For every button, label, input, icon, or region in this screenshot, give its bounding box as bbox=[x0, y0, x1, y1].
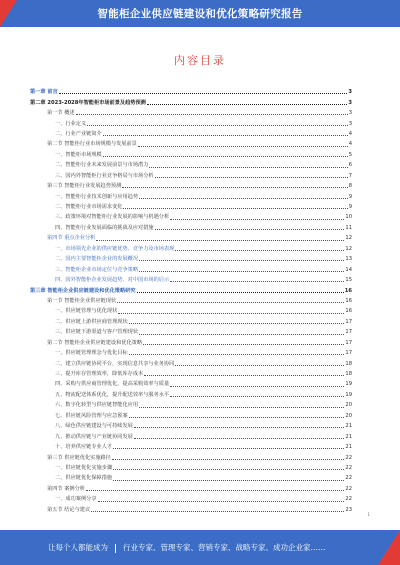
page-number: 1 bbox=[367, 512, 370, 517]
toc-subsection-entry[interactable] bbox=[30, 346, 352, 356]
toc-entry-page: 16 bbox=[345, 297, 352, 304]
toc-leader-dots bbox=[96, 240, 344, 241]
toc-entry-page: 6 bbox=[348, 162, 352, 169]
toc-leader-dots bbox=[87, 125, 348, 126]
toc-subsection-entry[interactable] bbox=[30, 492, 352, 502]
toc-subsection-entry[interactable] bbox=[30, 210, 352, 220]
toc-entry-page: 22 bbox=[345, 464, 352, 471]
toc-subsection-entry[interactable] bbox=[30, 409, 352, 419]
toc-section-entry[interactable] bbox=[30, 179, 352, 189]
toc-leader-dots bbox=[147, 104, 348, 105]
toc-entry-label: 第一节 智能柜企业供应链现状 bbox=[47, 297, 117, 304]
toc-entry-page: 13 bbox=[345, 256, 352, 263]
toc-entry-label: 一、供应链管理与优化现状 bbox=[55, 308, 118, 315]
toc-subsection-entry[interactable] bbox=[30, 315, 352, 325]
toc-entry-page: 17 bbox=[345, 329, 352, 336]
toc-leader-dots bbox=[134, 438, 345, 439]
toc-entry-page: 4 bbox=[348, 141, 352, 148]
toc-entry-page: 5 bbox=[348, 151, 352, 158]
toc-entry-page: 22 bbox=[345, 454, 352, 461]
toc-leader-dots bbox=[113, 448, 344, 449]
toc-leader-dots bbox=[113, 469, 344, 470]
toc-entry-page: 18 bbox=[345, 360, 352, 367]
toc-subsection-entry[interactable] bbox=[30, 148, 352, 158]
toc-leader-dots bbox=[138, 146, 348, 147]
toc-entry-label: 二、国内主要智能柜企业的发展概况 bbox=[55, 256, 139, 263]
toc-entry-label: 三、供应链下游渠道与客户管理现状 bbox=[55, 329, 139, 336]
toc-entry-label: 一、成功案例分享 bbox=[55, 496, 97, 503]
toc-heading: 内容目录 bbox=[174, 54, 226, 67]
toc-section-entry[interactable] bbox=[30, 137, 352, 147]
footer-red-corner bbox=[378, 530, 400, 565]
toc-leader-dots bbox=[170, 281, 344, 282]
footer-text bbox=[48, 542, 326, 553]
toc-entry-label: 二、建立供应链协同平台，实现信息共享与业务协同 bbox=[55, 360, 175, 367]
toc-entry-label: 四、智能柜行业发展面临的挑战及应对措施 bbox=[55, 224, 154, 231]
toc-entry-label: 第四节 重点企业分析 bbox=[47, 235, 96, 242]
toc-entry-page: 9 bbox=[348, 204, 352, 211]
toc-subsection-entry[interactable] bbox=[30, 367, 352, 377]
toc-subsection-entry[interactable] bbox=[30, 273, 352, 283]
toc-entry-label: 第二节 智能柜企业供应链建设和优化策略 bbox=[47, 339, 143, 346]
toc-entry-page: 3 bbox=[348, 99, 352, 106]
toc-chapter-entry[interactable] bbox=[30, 85, 352, 95]
toc-entry-label: 第五节 结论与建议 bbox=[47, 506, 91, 513]
toc-subsection-entry[interactable] bbox=[30, 398, 352, 408]
toc-entry-page: 21 bbox=[345, 423, 352, 430]
toc-entry-label: 六、数字化转型与供应链智能化应用 bbox=[55, 402, 139, 409]
toc-entry-page: 20 bbox=[345, 412, 352, 419]
toc-entry-page: 19 bbox=[345, 391, 352, 398]
toc-entry-label: 九、推动供应链与产业链协同发展 bbox=[55, 433, 133, 440]
toc-section-entry[interactable] bbox=[30, 503, 352, 513]
footer-tags: 行业专家、管理专家、营销专家、战略专家、成功企业家…… bbox=[123, 543, 326, 552]
toc-leader-dots bbox=[139, 260, 344, 261]
toc-leader-dots bbox=[91, 511, 344, 512]
toc-leader-dots bbox=[149, 167, 347, 168]
toc-entry-page: 3 bbox=[348, 110, 352, 117]
toc-leader-dots bbox=[170, 396, 344, 397]
toc-leader-dots bbox=[175, 250, 344, 251]
toc-entry-page: 17 bbox=[345, 339, 352, 346]
toc-entry-page: 3 bbox=[348, 120, 352, 127]
toc-entry-page: 20 bbox=[345, 402, 352, 409]
toc-entry-label: 十、培养供应链专业人才 bbox=[55, 444, 113, 451]
toc-subsection-entry[interactable] bbox=[30, 471, 352, 481]
toc-entry-page: 16 bbox=[344, 287, 352, 294]
toc-entry-page: 3 bbox=[348, 89, 352, 96]
toc-entry-label: 第三章 智能柜企业供应链建设和优化策略研究 bbox=[30, 287, 136, 294]
toc-subsection-entry[interactable] bbox=[30, 116, 352, 126]
toc-leader-dots bbox=[113, 480, 344, 481]
toc-entry-label: 二、智能柜行业市场需求变化 bbox=[55, 204, 123, 211]
toc-entry-label: 第三节 智能柜行业发展趋势预测 bbox=[47, 183, 122, 190]
toc-subsection-entry[interactable] bbox=[30, 419, 352, 429]
toc-leader-dots bbox=[139, 271, 344, 272]
toc-subsection-entry[interactable] bbox=[30, 304, 352, 314]
toc-leader-dots bbox=[170, 219, 344, 220]
toc-entry-page: 12 bbox=[345, 245, 352, 252]
toc-entry-label: 三、智能柜企业市场定位与竞争策略 bbox=[55, 266, 139, 273]
toc-leader-dots bbox=[76, 114, 348, 115]
toc-entry-label: 第三节 供应链优化实施路径 bbox=[47, 454, 111, 461]
toc-section-entry[interactable] bbox=[30, 106, 352, 116]
toc-section-entry[interactable] bbox=[30, 336, 352, 346]
toc-leader-dots bbox=[139, 407, 344, 408]
toc-entry-label: 二、智能柜行业未来发展前景与市场潜力 bbox=[55, 162, 149, 169]
toc-subsection-entry[interactable] bbox=[30, 262, 352, 272]
toc-entry-page: 9 bbox=[348, 193, 352, 200]
toc-entry-label: 一、智能柜行业技术创新与应用趋势 bbox=[55, 193, 139, 200]
toc-entry-label: 四、国外智能柜企业发展趋势、对中国市场的启示 bbox=[55, 277, 170, 284]
toc-leader-dots bbox=[155, 229, 345, 230]
report-title: 智能柜企业供应链建设和优化策略研究报告 bbox=[97, 8, 303, 20]
toc-subsection-entry[interactable] bbox=[30, 388, 352, 398]
footer-slogan: 让每个人都能成为 bbox=[48, 543, 108, 552]
toc-entry-label: 第二节 智能柜行业市场规模与发展前景 bbox=[47, 141, 137, 148]
toc-subsection-entry[interactable] bbox=[30, 127, 352, 137]
toc-leader-dots bbox=[122, 187, 347, 188]
report-header bbox=[0, 0, 400, 27]
toc-leader-dots bbox=[139, 198, 348, 199]
toc-entry-page: 22 bbox=[345, 496, 352, 503]
toc-subsection-entry[interactable] bbox=[30, 242, 352, 252]
toc-entry-label: 三、提升库存管理效率，降低库存成本 bbox=[55, 371, 144, 378]
toc-entry-label: 一、市场领先企业的供应链优势、竞争力及市场表现 bbox=[55, 245, 175, 252]
toc-subsection-entry[interactable] bbox=[30, 325, 352, 335]
toc-entry-page: 4 bbox=[348, 130, 352, 137]
toc-entry-page: 17 bbox=[345, 350, 352, 357]
toc-entry-page: 22 bbox=[345, 485, 352, 492]
toc-subsection-entry[interactable] bbox=[30, 252, 352, 262]
toc-leader-dots bbox=[143, 344, 344, 345]
toc-entry-page: 10 bbox=[345, 214, 352, 221]
toc-entry-page: 21 bbox=[345, 433, 352, 440]
toc-entry-page: 23 bbox=[345, 506, 352, 513]
toc-subsection-entry[interactable] bbox=[30, 461, 352, 471]
toc-entry-label: 二、供应链优化保障措施 bbox=[55, 475, 113, 482]
toc-entry-page: 15 bbox=[345, 277, 352, 284]
toc-entry-label: 一、供应链优化实施步骤 bbox=[55, 464, 113, 471]
toc-subsection-entry[interactable] bbox=[30, 377, 352, 387]
toc-entry-page: 17 bbox=[345, 318, 352, 325]
toc-entry-page: 21 bbox=[345, 444, 352, 451]
toc-chapter-entry[interactable] bbox=[30, 283, 352, 293]
toc-leader-dots bbox=[129, 354, 345, 355]
toc-leader-dots bbox=[112, 459, 344, 460]
toc-entry-label: 二、行业产业链简介 bbox=[55, 130, 102, 137]
toc-chapter-entry[interactable] bbox=[30, 95, 352, 105]
toc-leader-dots bbox=[117, 302, 344, 303]
toc-leader-dots bbox=[175, 365, 344, 366]
toc-leader-dots bbox=[139, 334, 344, 335]
toc-entry-label: 一、行业定义 bbox=[55, 120, 87, 127]
toc-section-entry[interactable] bbox=[30, 482, 352, 492]
toc-leader-dots bbox=[129, 417, 345, 418]
toc-subsection-entry[interactable] bbox=[30, 356, 352, 366]
toc-leader-dots bbox=[103, 156, 348, 157]
toc-entry-label: 三、政策环境对智能柜行业发展的影响与机遇分析 bbox=[55, 214, 170, 221]
toc-subsection-entry[interactable] bbox=[30, 200, 352, 210]
toc-leader-dots bbox=[98, 501, 345, 502]
toc-entry-label: 三、国内外智能柜行业竞争格局与市场分析 bbox=[55, 172, 154, 179]
toc-entry-page: 11 bbox=[345, 224, 352, 231]
toc-entry-label: 一、供应链管理理念与优化目标 bbox=[55, 350, 128, 357]
toc-leader-dots bbox=[170, 386, 344, 387]
toc-entry-label: 七、供应链风险管理与应急预案 bbox=[55, 412, 128, 419]
toc-subsection-entry[interactable] bbox=[30, 189, 352, 199]
toc-leader-dots bbox=[155, 177, 348, 178]
table-of-contents bbox=[30, 85, 352, 513]
toc-leader-dots bbox=[103, 135, 348, 136]
toc-entry-page: 14 bbox=[345, 266, 352, 273]
toc-entry-label: 二、供应链上游供应商管理现状 bbox=[55, 318, 128, 325]
toc-leader-dots bbox=[86, 490, 344, 491]
toc-entry-page: 22 bbox=[345, 475, 352, 482]
toc-subsection-entry[interactable] bbox=[30, 429, 352, 439]
toc-entry-label: 第二章 2023-2028年智能柜市场前景及趋势预测 bbox=[30, 99, 146, 106]
toc-entry-label: 第一节 概述 bbox=[47, 110, 75, 117]
toc-entry-page: 8 bbox=[348, 183, 352, 190]
toc-leader-dots bbox=[144, 375, 344, 376]
toc-subsection-entry[interactable] bbox=[30, 221, 352, 231]
toc-entry-label: 一、智能柜市场规模 bbox=[55, 151, 102, 158]
toc-entry-page: 19 bbox=[345, 381, 352, 388]
toc-entry-label: 五、物流配送体系优化，提升配送效率与服务水平 bbox=[55, 391, 170, 398]
toc-entry-page: 7 bbox=[348, 172, 352, 179]
toc-subsection-entry[interactable] bbox=[30, 169, 352, 179]
toc-entry-page: 16 bbox=[345, 308, 352, 315]
toc-entry-page: 18 bbox=[345, 371, 352, 378]
toc-section-entry[interactable] bbox=[30, 450, 352, 460]
toc-subsection-entry[interactable] bbox=[30, 158, 352, 168]
report-footer bbox=[0, 530, 400, 565]
toc-subsection-entry[interactable] bbox=[30, 440, 352, 450]
toc-section-entry[interactable] bbox=[30, 231, 352, 241]
toc-entry-label: 第四节 案例分析 bbox=[47, 485, 85, 492]
toc-leader-dots bbox=[118, 313, 344, 314]
toc-leader-dots bbox=[129, 323, 345, 324]
toc-leader-dots bbox=[59, 93, 348, 94]
toc-leader-dots bbox=[137, 292, 344, 293]
toc-entry-label: 四、采购与供应商管理优化，提高采购效率与质量 bbox=[55, 381, 170, 388]
toc-leader-dots bbox=[123, 208, 347, 209]
toc-leader-dots bbox=[134, 427, 345, 428]
toc-entry-page: 12 bbox=[345, 235, 352, 242]
toc-entry-label: 八、绿色供应链建设与可持续发展 bbox=[55, 423, 133, 430]
footer-divider bbox=[115, 544, 116, 553]
toc-section-entry[interactable] bbox=[30, 294, 352, 304]
toc-entry-label: 第一章 前言 bbox=[30, 89, 58, 96]
